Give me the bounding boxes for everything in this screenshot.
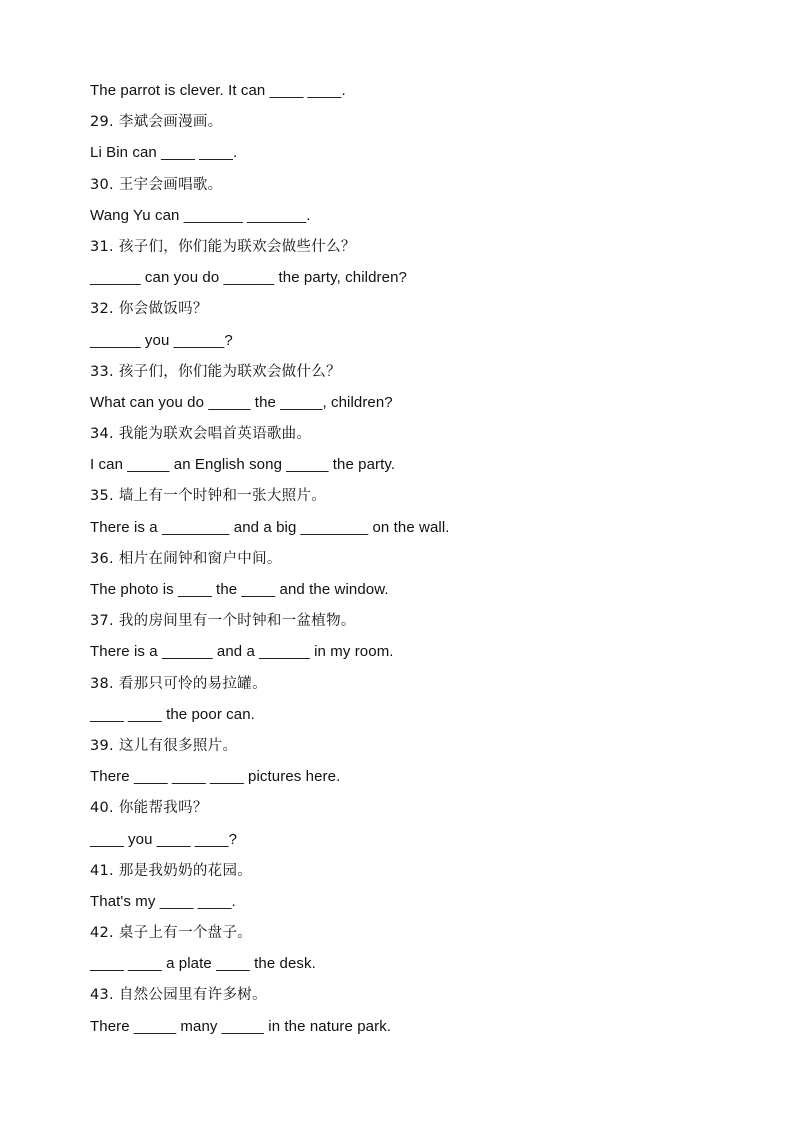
answer-line: The parrot is clever. It can ____ ____. (90, 82, 346, 99)
answer-line-43: There _____ many _____ in the nature park. (90, 1017, 392, 1035)
answer-line-36: The photo is ____ the ____ and the window. (90, 581, 389, 598)
question-42: 42. 桌子上有一个盘子。 (90, 925, 253, 942)
answer-line-39: There ____ ____ ____ pictures here. (90, 768, 341, 786)
answer-line-38: ____ ____ the poor can. (90, 705, 255, 723)
question-33: 33. 孩子们，你们能为联欢会做什么？ (90, 363, 341, 380)
answer-line-34: I can _____ an English song _____ the party. (90, 456, 396, 474)
question-31: 31. 孩子们，你们能为联欢会做些什么？ (90, 238, 356, 255)
exercise-list (90, 79, 750, 1046)
answer-line-30: Wang Yu can _______ _______. (90, 206, 311, 224)
answer-line-40: ____ you ____ ____? (90, 830, 238, 848)
question-40: 40. 你能帮我吗？ (90, 800, 208, 817)
answer-line-42: ____ ____ a plate ____ the desk. (90, 955, 316, 973)
question-43: 43. 自然公园里有许多树。 (90, 987, 267, 1004)
question-41: 41. 那是我奶奶的花园。 (90, 862, 253, 879)
answer-line-41: That's my ____ ____. (90, 892, 236, 910)
answer-line-37: There is a ______ and a ______ in my room. (90, 643, 394, 661)
question-35: 35. 墙上有一个时钟和一张大照片。 (90, 488, 327, 505)
question-37: 37. 我的房间里有一个时钟和一盆植物。 (90, 613, 356, 630)
question-39: 39. 这儿有很多照片。 (90, 737, 238, 754)
question-34: 34. 我能为联欢会唱首英语歌曲。 (90, 426, 312, 443)
question-38: 38. 看那只可怜的易拉罐。 (90, 675, 267, 692)
answer-line-31: ______ can you do ______ the party, children? (90, 269, 407, 287)
answer-line-29: Li Bin can ____ ____. (90, 144, 238, 162)
question-29: 29. 李斌会画漫画。 (90, 114, 223, 131)
answer-line-33: What can you do _____ the _____, children? (90, 393, 393, 411)
answer-line-35: There is a ________ and a big ________ on the wall. (90, 518, 450, 536)
question-32: 32. 你会做饭吗？ (90, 301, 208, 318)
question-30: 30. 王宇会画唱歌。 (90, 176, 223, 193)
question-36: 36. 相片在闹钟和窗户中间。 (90, 550, 282, 567)
answer-line-32: ______ you ______? (90, 331, 233, 349)
